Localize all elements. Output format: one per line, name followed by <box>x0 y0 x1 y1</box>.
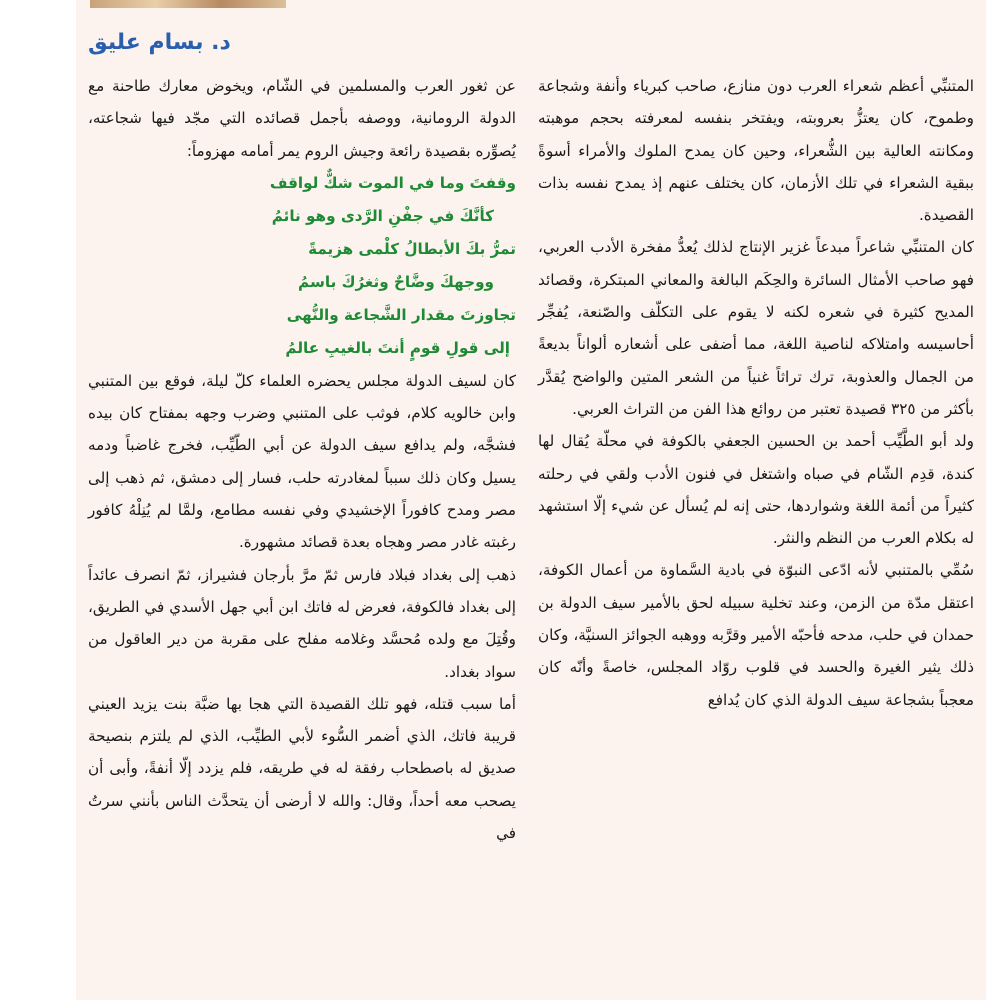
paragraph: كان لسيف الدولة مجلس يحضره العلماء كلّ ليلة، فوقع بين المتنبي وابن خالويه كلام، فوثب على المتنبي وضرب وجهه بمفتاح كان بيده فشجَّه، ولم يدافع سيف الدولة عن أبي الطّيِّب، فخرج غاضباً ودمه يسيل وكان ذلك سبباً لمغادرته حلب، فسار إلى دمشق، ثم ذهب إلى مصر ومدح كافوراً الإخشيدي وفي نفسه مطامع، ولمَّا لم يُنِلْهُ كافور رغبته غادر مصر وهجاه بعدة قصائد مشهورة. <box>88 371 516 552</box>
poem-verse: ووجهكَ وضَّاحٌ وثغرُكَ باسمُ <box>298 272 494 291</box>
poem-verse: وقفتَ وما في الموت شكٌّ لواقف <box>269 173 516 192</box>
paragraph: ذهب إلى بغداد فبلاد فارس ثمّ مرَّ بأرجان فشيراز، ثمّ انصرف عائداً إلى بغداد فالكوفة، فعرض له فاتك ابن أبي جهل الأسدي في الطريق، وقُتِلَ مع ولده مُحسَّد وغلامه مفلح على مقربة من دير العاقول من سواد بغداد. <box>88 565 516 681</box>
header-photo <box>90 0 286 8</box>
paragraph: كان المتنبِّي شاعراً مبدعاً غزير الإنتاج لذلك يُعدُّ مفخرة الأدب العربي، فهو صاحب الأمثال السائرة والحِكَم البالغة والمعاني المبتكرة، وقصائد المديح كثيرة في شعره لكنه لا يقوم على التكلّف والصّنعة، يُفجِّر أحاسيسه وامتلاكه لناصية اللغة، مما أضفى على أشعاره ألواناً بديعةً من الجمال والعذوبة، ترك تراثاً غنياً من الشعر المتين والواضح يُقدَّر بأكثر من ٣٢٥ قصيدة تعتبر من روائع هذا الفن من التراث العربي. <box>538 238 974 418</box>
poem-verse: تمرُّ بكَ الأبطالُ كلْمى هزيمةً <box>308 239 516 258</box>
poem-verse: إلى قولِ قومٍ أنتَ بالغيبِ عالمُ <box>285 338 510 357</box>
poem-verse: تجاوزتَ مقدار الشَّجاعة والنُّهى <box>286 305 516 324</box>
poem-verse: كأنَّكَ في جفْنِ الرَّدى وهو نائمُ <box>271 206 494 225</box>
article-column-right <box>538 70 974 716</box>
paragraph: ولد أبو الطَّيِّب أحمد بن الحسين الجعفي بالكوفة في محلّة يُقال لها كندة، قدِم الشّام في صباه واشتغل في فنون الأدب ولقي في رحلته كثيراً من أئمة اللغة وشواردها، حتى إنه لم يُسأل عن شيء إلّا استشهد له بكلام العرب من النظم والنثر. <box>538 432 974 548</box>
paragraph: أما سبب قتله، فهو تلك القصيدة التي هجا بها ضبَّة بنت يزيد العيني قريبة فاتك، الذي أضمر السُّوء لأبي الطيِّب، الذي لم يلتزم بنصيحة صديق له باصطحاب رفقة له في طريقه، فلم يزدد إلّا أنفةً، وأبى أن يصحب معه أحداً، وقال: والله لا أرضى أن يتحدَّث الناس بأنني سرتُ في <box>88 694 516 843</box>
paragraph: المتنبِّي أعظم شعراء العرب دون منازع، صاحب كبرياء وأنفة وشجاعة وطموح، كان يعتزُّ بعروبته، ويفتخر بنفسه لمعرفته بحجم موهبته ومكانته العالية بين الشُّعراء، وحين كان يمدح الملوك والأمراء أسوةً ببقية الشعراء في تلك الأزمان، كان يختلف عنهم إذ يمدح نفسه بذات القصيدة. <box>538 77 974 225</box>
paragraph: سُمِّي بالمتنبي لأنه ادّعى النبوّة في بادية السَّماوة من أعمال الكوفة، اعتقل مدّة من الزمن، وعند تخلية سبيله لحق بالأمير سيف الدولة بن حمدان في حلب، مدحه فأحبّه الأمير وقرَّبه ووهبه الجوائز السنيَّة، وكان ذلك يثير الغيرة والحسد في قلوب روّاد المجلس، خاصةً وأنّه كان معجباً بشجاعة سيف الدولة الذي كان يُدافع <box>538 561 974 709</box>
author-name: د. بسام عليق <box>88 30 231 55</box>
paragraph: عن ثغور العرب والمسلمين في الشّام، ويخوض معارك طاحنة مع الدولة الرومانية، ووصفه بأجمل قصائده التي مجّد فيها شجاعته، يُصوِّره بقصيدة رائعة وجيش الروم يمر أمامه مهزوماً: <box>88 77 516 160</box>
article-column-left <box>88 70 516 849</box>
